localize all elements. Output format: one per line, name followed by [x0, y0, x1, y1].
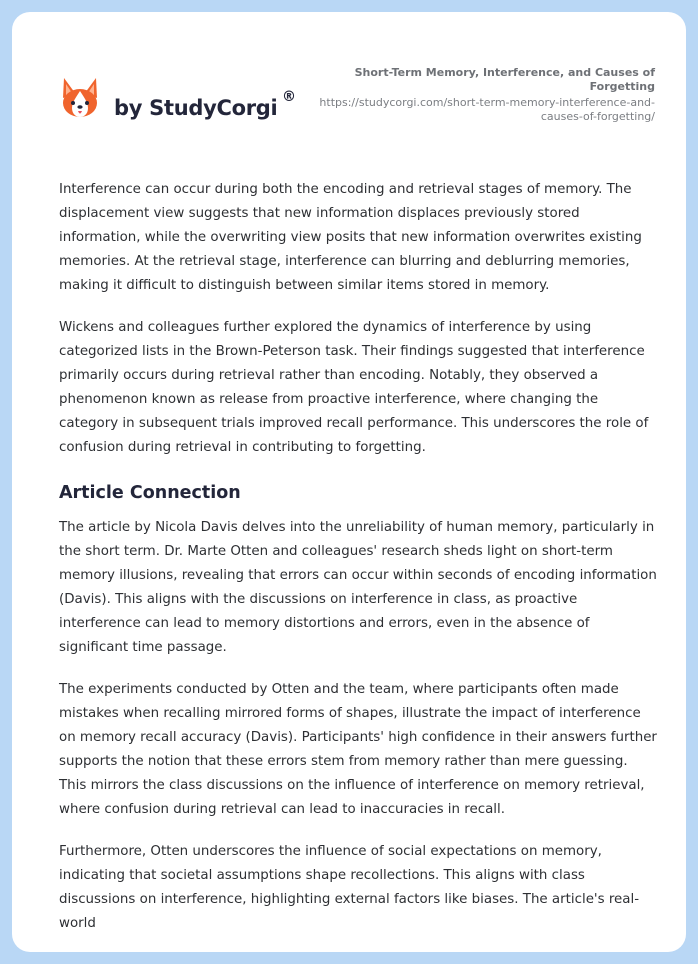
corgi-icon: [60, 76, 100, 122]
body-paragraph: The experiments conducted by Otten and the team, where participants often made mistakes when recalling mirrored forms of shapes, illustrate the impact of interference on memory recall accuracy (Davis). Participants' high confidence in their answers further supports the notion that these errors stem from memory rather than mere guessing. This mirrors the class discussions on the influence of interference on memory retrieval, where confusion during retrieval can lead to inaccuracies in recall.: [59, 682, 657, 817]
article-meta: [315, 66, 655, 124]
body-paragraph: The article by Nicola Davis delves into the unreliability of human memory, particularly in the short term. Dr. Marte Otten and colleagues' research sheds light on short-term memory illusions, revealing that errors can occur within seconds of encoding information (Davis). This aligns with the discussions on interference in class, as proactive interference can lead to memory distortions and errors, even in the absence of significant time passage.: [59, 520, 657, 655]
document-page: [12, 12, 686, 952]
brand-name: by StudyCorgi: [114, 96, 278, 120]
article-body: [59, 178, 659, 954]
registered-mark: ®: [282, 89, 296, 105]
section-heading: Article Connection: [59, 483, 241, 503]
article-url[interactable]: https://studycorgi.com/short-term-memory-interference-and-causes-of-forgetting/: [319, 96, 655, 123]
body-paragraph: Furthermore, Otten underscores the influence of social expectations on memory, indicating that societal assumptions shape recollections. This aligns with class discussions on interference, highlighting external factors like biases. The article's real-world: [59, 844, 640, 931]
article-title: Short-Term Memory, Interference, and Causes of Forgetting: [354, 66, 655, 93]
body-paragraph: Interference can occur during both the encoding and retrieval stages of memory. The displacement view suggests that new information displaces previously stored information, while the overwriting view posits that new information overwrites existing memories. At the retrieval stage, interference can blurring and deblurring memories, making it difficult to distinguish between similar items stored in memory.: [59, 182, 642, 293]
body-paragraph: Wickens and colleagues further explored the dynamics of interference by using categorized lists in the Brown-Peterson task. Their findings suggested that interference primarily occurs during retrieval rather than encoding. Notably, they observed a phenomenon known as release from proactive interference, where changing the category in subsequent trials improved recall performance. This underscores the role of confusion during retrieval in contributing to forgetting.: [59, 320, 649, 455]
